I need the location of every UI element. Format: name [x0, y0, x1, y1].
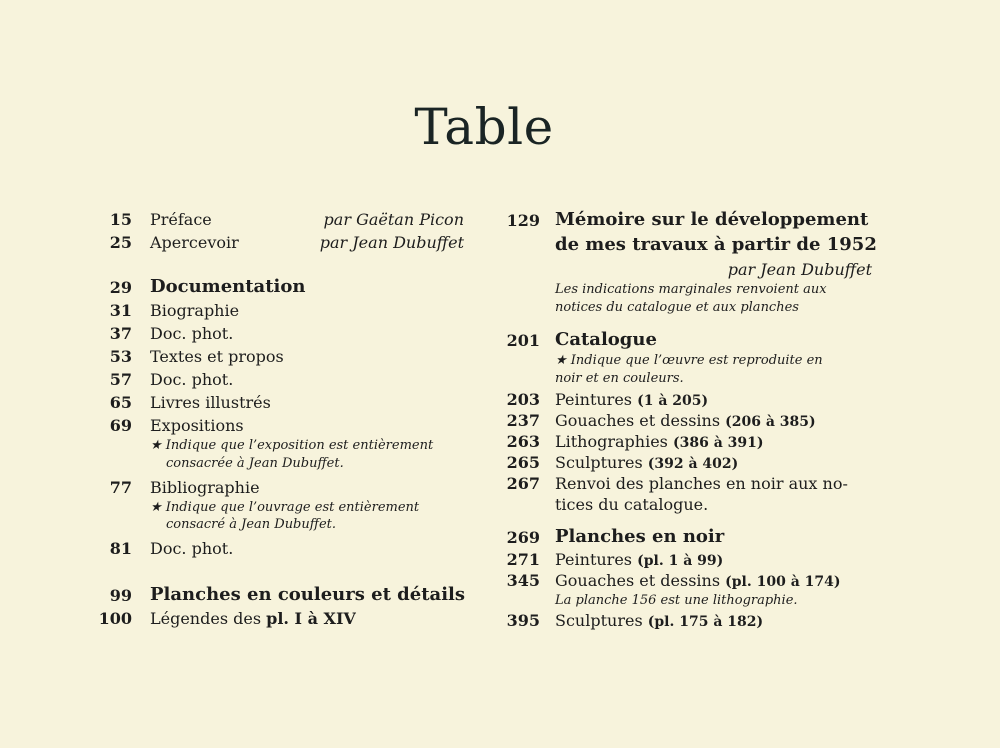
- page-number: 265: [506, 453, 540, 472]
- entry-label: Apercevoir: [150, 233, 239, 252]
- section-heading: de mes travaux à partir de 1952: [555, 234, 877, 255]
- entry-range: (1 à 205): [637, 393, 709, 409]
- entry-label: Textes et propos: [150, 347, 284, 366]
- entry-label: [555, 550, 723, 569]
- entry-label: Expositions: [150, 416, 244, 435]
- entry-author: par Jean Dubuffet: [727, 260, 872, 279]
- page-number: 237: [506, 411, 540, 430]
- entry-label-text: Gouaches et dessins: [555, 571, 721, 590]
- entry-range: (392 à 402): [647, 456, 739, 472]
- entry-author: par Jean Dubuffet: [319, 233, 464, 252]
- entry-label: [555, 453, 738, 472]
- entry-note: ★ Indique que l’œuvre est reproduite en: [555, 353, 823, 368]
- entry-label-text: Sculptures: [555, 453, 643, 472]
- page-number: 100: [98, 609, 132, 628]
- entry-label-text: Sculptures: [555, 611, 643, 630]
- entry-label: Doc. phot.: [150, 370, 234, 389]
- entry-label: [555, 432, 764, 451]
- entry-label: tices du catalogue.: [555, 495, 709, 514]
- page-number: 203: [506, 390, 540, 409]
- entry-label: Préface: [150, 210, 212, 229]
- page-number: 37: [109, 324, 132, 343]
- page-number: 267: [506, 474, 540, 493]
- section-heading: Catalogue: [555, 329, 657, 350]
- section-heading: Planches en noir: [555, 526, 725, 547]
- section-heading: Planches en couleurs et détails: [150, 584, 465, 605]
- entry-label-text: Peintures: [555, 390, 632, 409]
- entry-label: Bibliographie: [150, 478, 260, 497]
- page-title: Table: [414, 98, 554, 156]
- entry-note: Les indications marginales renvoient aux: [555, 282, 827, 297]
- page-number: 15: [109, 210, 132, 229]
- page-number: 29: [109, 278, 132, 297]
- page-number: 69: [109, 416, 132, 435]
- entry-note: ★ Indique que l’ouvrage est entièrement: [150, 500, 420, 515]
- entry-author: par Gaëtan Picon: [323, 210, 464, 229]
- entry-label: [555, 390, 708, 409]
- entry-label: [555, 411, 816, 430]
- entry-note: notices du catalogue et aux planches: [555, 300, 799, 315]
- page-number: 263: [506, 432, 540, 451]
- entry-note: consacrée à Jean Dubuffet.: [166, 456, 344, 471]
- entry-note: consacré à Jean Dubuffet.: [166, 517, 337, 532]
- entry-label-text: Légendes des: [150, 609, 267, 628]
- entry-note: ★ Indique que l’exposition est entièrement: [150, 438, 434, 453]
- page-number: 57: [109, 370, 132, 389]
- page-number: 99: [109, 586, 132, 605]
- page-number: 53: [109, 347, 132, 366]
- page-number: 129: [506, 211, 540, 230]
- entry-label-text: Gouaches et dessins: [555, 411, 721, 430]
- entry-range: (206 à 385): [725, 414, 816, 430]
- entry-range: (pl. 175 à 182): [647, 614, 764, 630]
- entry-label-plates: pl. I à XIV: [266, 609, 356, 628]
- entry-label: [150, 609, 356, 628]
- page-number: 269: [506, 528, 540, 547]
- entry-label: Livres illustrés: [150, 393, 271, 412]
- entry-label: Doc. phot.: [150, 539, 234, 558]
- section-heading: Documentation: [150, 276, 306, 297]
- entry-note: La planche 156 est une lithographie.: [555, 593, 798, 608]
- entry-label-text: Lithographies: [555, 432, 668, 451]
- entry-note: noir et en couleurs.: [555, 371, 684, 386]
- page-number: 271: [506, 550, 540, 569]
- entry-range: (pl. 100 à 174): [725, 574, 841, 590]
- entry-label: Renvoi des planches en noir aux no-: [555, 474, 848, 493]
- page-number: 25: [109, 233, 132, 252]
- page-number: 65: [109, 393, 132, 412]
- page-number: 31: [109, 301, 132, 320]
- page-number: 395: [506, 611, 540, 630]
- entry-label-text: Peintures: [555, 550, 632, 569]
- entry-range: (pl. 1 à 99): [637, 553, 724, 569]
- entry-label: [555, 571, 841, 590]
- page-number: 81: [109, 539, 132, 558]
- entry-label: Doc. phot.: [150, 324, 234, 343]
- section-heading: Mémoire sur le développement: [555, 209, 869, 230]
- entry-label: [555, 611, 763, 630]
- page-number: 201: [506, 331, 540, 350]
- page-number: 77: [109, 478, 132, 497]
- page-number: 345: [506, 571, 540, 590]
- entry-range: (386 à 391): [672, 435, 764, 451]
- entry-label: Biographie: [150, 301, 240, 320]
